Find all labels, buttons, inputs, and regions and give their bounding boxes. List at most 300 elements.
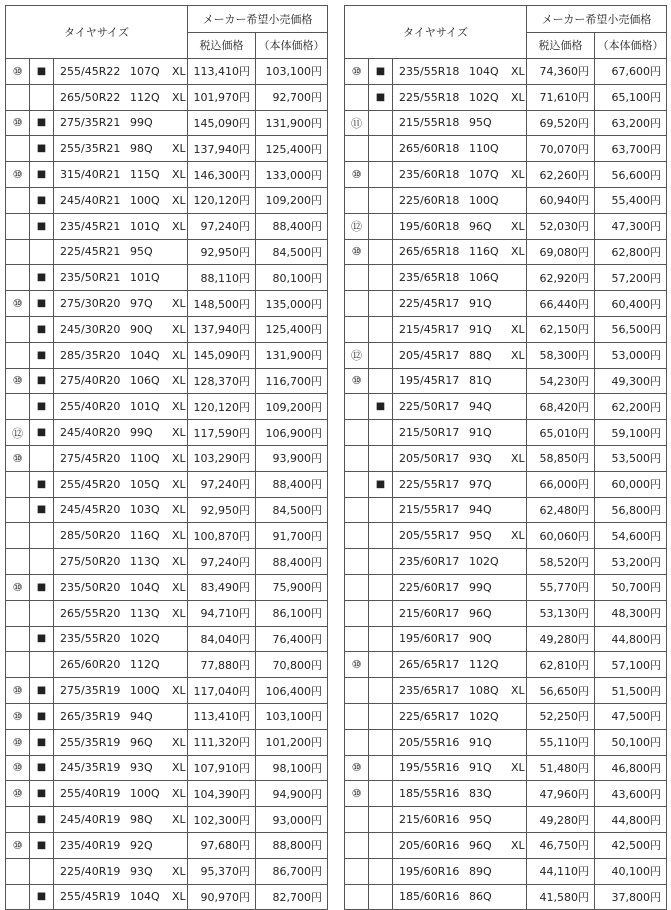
series-mark: ⑫ bbox=[345, 213, 369, 239]
tax-included-price bbox=[188, 626, 256, 652]
table-row bbox=[6, 110, 328, 136]
tire-size: 245/40R21 bbox=[60, 193, 121, 207]
base-price bbox=[595, 420, 667, 446]
load-index: 102Q bbox=[469, 709, 499, 723]
yen-unit: 円 bbox=[239, 426, 250, 440]
table-row bbox=[6, 626, 328, 652]
stock-square-icon bbox=[30, 549, 54, 575]
price-value: 102,300 bbox=[193, 813, 239, 827]
yen-unit: 円 bbox=[239, 736, 250, 750]
tax-included-price bbox=[527, 136, 595, 162]
stock-square-icon: ■ bbox=[30, 187, 54, 213]
base-price bbox=[256, 832, 328, 858]
base-price bbox=[256, 368, 328, 394]
yen-unit: 円 bbox=[578, 452, 589, 466]
series-mark bbox=[345, 84, 369, 110]
load-index: 108Q bbox=[469, 684, 499, 698]
load-index: 91Q bbox=[469, 735, 492, 749]
base-value: 88,400 bbox=[272, 220, 311, 234]
base-value: 53,500 bbox=[611, 452, 650, 466]
yen-unit: 円 bbox=[650, 658, 661, 672]
price-value: 52,030 bbox=[539, 220, 578, 234]
stock-square-icon: ■ bbox=[30, 265, 54, 291]
tire-size: 275/45R20 bbox=[60, 451, 121, 465]
tire-size-cell bbox=[54, 497, 188, 523]
yen-unit: 円 bbox=[311, 245, 322, 259]
series-mark bbox=[345, 729, 369, 755]
base-value: 43,600 bbox=[611, 787, 650, 801]
price-table-left-body bbox=[6, 59, 328, 910]
load-index: 100Q bbox=[469, 193, 499, 207]
stock-square-icon: ■ bbox=[30, 781, 54, 807]
price-value: 62,810 bbox=[539, 658, 578, 672]
tire-size: 235/55R18 bbox=[399, 64, 460, 78]
yen-unit: 円 bbox=[311, 323, 322, 337]
tire-size: 195/60R18 bbox=[399, 219, 460, 233]
yen-unit: 円 bbox=[239, 710, 250, 724]
xl-flag: XL bbox=[172, 426, 186, 440]
stock-square-icon bbox=[30, 84, 54, 110]
xl-flag: XL bbox=[172, 477, 186, 491]
tax-included-price bbox=[527, 342, 595, 368]
tax-included-price bbox=[188, 265, 256, 291]
series-mark: ⑩ bbox=[6, 291, 30, 317]
base-price bbox=[256, 342, 328, 368]
base-value: 59,100 bbox=[611, 426, 650, 440]
table-row bbox=[345, 291, 667, 317]
xl-flag: XL bbox=[172, 193, 186, 207]
base-value: 88,400 bbox=[272, 478, 311, 492]
stock-square-icon: ■ bbox=[369, 84, 393, 110]
series-mark bbox=[6, 316, 30, 342]
load-index: 107Q bbox=[130, 64, 160, 78]
tax-included-price bbox=[188, 523, 256, 549]
price-value: 97,240 bbox=[200, 220, 239, 234]
tire-size-cell bbox=[54, 703, 188, 729]
tire-size-cell bbox=[393, 368, 527, 394]
tire-size-cell bbox=[54, 162, 188, 188]
yen-unit: 円 bbox=[311, 142, 322, 156]
yen-unit: 円 bbox=[239, 658, 250, 672]
price-value: 120,120 bbox=[193, 194, 239, 208]
base-price bbox=[256, 678, 328, 704]
tire-size: 235/40R19 bbox=[60, 838, 121, 852]
yen-unit: 円 bbox=[650, 271, 661, 285]
price-value: 88,110 bbox=[200, 271, 239, 285]
tax-included-price bbox=[188, 239, 256, 265]
load-index: 81Q bbox=[469, 374, 492, 388]
table-row bbox=[345, 884, 667, 910]
table-row bbox=[6, 497, 328, 523]
series-mark bbox=[6, 600, 30, 626]
table-row bbox=[345, 342, 667, 368]
load-index: 104Q bbox=[130, 890, 160, 904]
base-value: 50,100 bbox=[611, 736, 650, 750]
base-price bbox=[256, 239, 328, 265]
load-index: 91Q bbox=[469, 297, 492, 311]
price-value: 128,370 bbox=[193, 374, 239, 388]
load-index: 97Q bbox=[469, 477, 492, 491]
tire-size-cell bbox=[393, 703, 527, 729]
xl-flag: XL bbox=[511, 451, 525, 465]
yen-unit: 円 bbox=[239, 787, 250, 801]
yen-unit: 円 bbox=[650, 529, 661, 543]
yen-unit: 円 bbox=[311, 684, 322, 698]
base-value: 131,900 bbox=[265, 116, 311, 130]
base-price bbox=[256, 858, 328, 884]
xl-flag: XL bbox=[172, 322, 186, 336]
stock-square-icon bbox=[369, 832, 393, 858]
stock-square-icon bbox=[369, 781, 393, 807]
price-table-left bbox=[5, 5, 328, 910]
yen-unit: 円 bbox=[578, 529, 589, 543]
base-value: 109,200 bbox=[265, 194, 311, 208]
stock-square-icon: ■ bbox=[30, 162, 54, 188]
yen-unit: 円 bbox=[650, 736, 661, 750]
tax-included-price bbox=[188, 574, 256, 600]
stock-square-icon bbox=[369, 316, 393, 342]
tire-size-cell bbox=[54, 832, 188, 858]
tire-size-cell bbox=[393, 497, 527, 523]
load-index: 110Q bbox=[130, 451, 160, 465]
tax-included-price bbox=[188, 600, 256, 626]
tax-included-price bbox=[527, 368, 595, 394]
tire-size: 195/60R17 bbox=[399, 632, 460, 646]
tire-size: 265/50R22 bbox=[60, 90, 121, 104]
load-index: 95Q bbox=[469, 529, 492, 543]
yen-unit: 円 bbox=[239, 478, 250, 492]
price-value: 103,290 bbox=[193, 452, 239, 466]
tax-included-price bbox=[527, 807, 595, 833]
tire-size: 265/60R20 bbox=[60, 658, 121, 672]
yen-unit: 円 bbox=[578, 116, 589, 130]
base-price-header: （本体価格） bbox=[256, 32, 328, 59]
yen-unit: 円 bbox=[311, 736, 322, 750]
base-value: 47,300 bbox=[611, 220, 650, 234]
price-value: 74,360 bbox=[539, 65, 578, 79]
tax-included-price bbox=[188, 84, 256, 110]
tire-size-cell bbox=[393, 213, 527, 239]
load-index: 96Q bbox=[469, 219, 492, 233]
yen-unit: 円 bbox=[311, 91, 322, 105]
yen-unit: 円 bbox=[578, 787, 589, 801]
yen-unit: 円 bbox=[578, 91, 589, 105]
yen-unit: 円 bbox=[239, 271, 250, 285]
tax-included-price bbox=[527, 678, 595, 704]
base-price bbox=[256, 574, 328, 600]
base-value: 131,900 bbox=[265, 349, 311, 363]
xl-flag: XL bbox=[172, 90, 186, 104]
series-mark: ⑩ bbox=[6, 110, 30, 136]
xl-flag: XL bbox=[511, 168, 525, 182]
series-mark bbox=[345, 265, 369, 291]
table-row bbox=[6, 600, 328, 626]
tire-size-cell bbox=[393, 729, 527, 755]
base-price bbox=[256, 187, 328, 213]
base-value: 84,500 bbox=[272, 245, 311, 259]
yen-unit: 円 bbox=[650, 194, 661, 208]
load-index: 96Q bbox=[469, 838, 492, 852]
yen-unit: 円 bbox=[311, 271, 322, 285]
load-index: 116Q bbox=[130, 529, 160, 543]
table-row bbox=[6, 187, 328, 213]
tax-included-price bbox=[527, 471, 595, 497]
base-value: 54,600 bbox=[611, 529, 650, 543]
base-price bbox=[595, 574, 667, 600]
base-value: 135,000 bbox=[265, 297, 311, 311]
tax-included-price bbox=[527, 497, 595, 523]
stock-square-icon: ■ bbox=[30, 420, 54, 446]
tax-included-price bbox=[188, 832, 256, 858]
load-index: 101Q bbox=[130, 219, 160, 233]
tax-included-price bbox=[527, 549, 595, 575]
load-index: 104Q bbox=[130, 580, 160, 594]
base-value: 55,400 bbox=[611, 194, 650, 208]
table-row bbox=[6, 342, 328, 368]
tire-size: 225/50R17 bbox=[399, 400, 460, 414]
base-value: 57,200 bbox=[611, 271, 650, 285]
price-value: 97,240 bbox=[200, 478, 239, 492]
yen-unit: 円 bbox=[311, 297, 322, 311]
yen-unit: 円 bbox=[311, 65, 322, 79]
price-table-right bbox=[344, 5, 667, 910]
tire-size-cell bbox=[393, 187, 527, 213]
tire-size: 255/35R21 bbox=[60, 142, 121, 156]
yen-unit: 円 bbox=[578, 400, 589, 414]
load-index: 93Q bbox=[130, 761, 153, 775]
yen-unit: 円 bbox=[311, 168, 322, 182]
yen-unit: 円 bbox=[578, 890, 589, 904]
tax-included-price bbox=[188, 368, 256, 394]
base-value: 80,100 bbox=[272, 271, 311, 285]
tax-included-price bbox=[527, 858, 595, 884]
yen-unit: 円 bbox=[578, 839, 589, 853]
load-index: 106Q bbox=[469, 271, 499, 285]
yen-unit: 円 bbox=[650, 890, 661, 904]
load-index: 96Q bbox=[469, 606, 492, 620]
tax-included-price bbox=[188, 471, 256, 497]
xl-flag: XL bbox=[511, 219, 525, 233]
yen-unit: 円 bbox=[650, 400, 661, 414]
price-value: 137,940 bbox=[193, 142, 239, 156]
tire-size-cell bbox=[54, 471, 188, 497]
stock-square-icon bbox=[369, 652, 393, 678]
table-row bbox=[345, 59, 667, 85]
base-value: 86,700 bbox=[272, 865, 311, 879]
base-price bbox=[595, 316, 667, 342]
tax-included-header: 税込価格 bbox=[188, 32, 256, 59]
yen-unit: 円 bbox=[239, 91, 250, 105]
base-price bbox=[595, 755, 667, 781]
tax-included-price bbox=[188, 703, 256, 729]
series-mark bbox=[6, 342, 30, 368]
xl-flag: XL bbox=[172, 864, 186, 878]
tax-included-price bbox=[527, 600, 595, 626]
tire-size-cell bbox=[54, 626, 188, 652]
tire-size: 195/60R16 bbox=[399, 864, 460, 878]
base-value: 60,000 bbox=[611, 478, 650, 492]
base-value: 65,100 bbox=[611, 91, 650, 105]
series-mark bbox=[345, 291, 369, 317]
tax-included-price bbox=[527, 291, 595, 317]
table-row bbox=[6, 832, 328, 858]
xl-flag: XL bbox=[172, 529, 186, 543]
tax-included-price bbox=[527, 781, 595, 807]
tire-size-cell bbox=[393, 832, 527, 858]
base-value: 91,700 bbox=[272, 529, 311, 543]
base-value: 86,100 bbox=[272, 607, 311, 621]
series-mark bbox=[6, 884, 30, 910]
table-row bbox=[6, 265, 328, 291]
xl-flag: XL bbox=[511, 838, 525, 852]
tax-included-price bbox=[188, 162, 256, 188]
tire-size: 235/65R17 bbox=[399, 684, 460, 698]
base-value: 56,500 bbox=[611, 323, 650, 337]
price-value: 68,420 bbox=[539, 400, 578, 414]
load-index: 97Q bbox=[130, 297, 153, 311]
table-row bbox=[6, 316, 328, 342]
base-value: 103,100 bbox=[265, 710, 311, 724]
yen-unit: 円 bbox=[650, 323, 661, 337]
series-mark bbox=[6, 858, 30, 884]
series-mark: ⑩ bbox=[6, 368, 30, 394]
xl-flag: XL bbox=[172, 348, 186, 362]
yen-unit: 円 bbox=[578, 245, 589, 259]
base-value: 116,700 bbox=[265, 374, 311, 388]
series-mark: ⑫ bbox=[345, 342, 369, 368]
load-index: 116Q bbox=[469, 245, 499, 259]
tax-included-price bbox=[188, 136, 256, 162]
tax-included-price bbox=[188, 678, 256, 704]
xl-flag: XL bbox=[172, 297, 186, 311]
tire-size-cell bbox=[54, 549, 188, 575]
price-value: 54,230 bbox=[539, 374, 578, 388]
table-row bbox=[6, 394, 328, 420]
price-value: 53,130 bbox=[539, 607, 578, 621]
stock-square-icon bbox=[369, 445, 393, 471]
series-mark bbox=[345, 471, 369, 497]
yen-unit: 円 bbox=[239, 245, 250, 259]
tax-included-price bbox=[527, 84, 595, 110]
tire-size-cell bbox=[393, 600, 527, 626]
series-mark bbox=[6, 807, 30, 833]
load-index: 100Q bbox=[130, 684, 160, 698]
yen-unit: 円 bbox=[311, 813, 322, 827]
load-index: 107Q bbox=[469, 168, 499, 182]
xl-flag: XL bbox=[172, 761, 186, 775]
price-value: 49,280 bbox=[539, 813, 578, 827]
series-mark bbox=[345, 884, 369, 910]
base-price bbox=[256, 394, 328, 420]
tire-size-cell bbox=[54, 523, 188, 549]
tire-size: 195/55R16 bbox=[399, 761, 460, 775]
tire-size: 225/40R19 bbox=[60, 864, 121, 878]
load-index: 98Q bbox=[130, 142, 153, 156]
yen-unit: 円 bbox=[578, 194, 589, 208]
load-index: 96Q bbox=[130, 735, 153, 749]
price-value: 58,850 bbox=[539, 452, 578, 466]
yen-unit: 円 bbox=[650, 555, 661, 569]
base-value: 51,500 bbox=[611, 684, 650, 698]
xl-flag: XL bbox=[172, 451, 186, 465]
tax-included-price bbox=[188, 858, 256, 884]
tire-size-cell bbox=[54, 239, 188, 265]
price-value: 58,520 bbox=[539, 555, 578, 569]
tire-size-cell bbox=[393, 136, 527, 162]
tax-included-price bbox=[527, 316, 595, 342]
series-mark bbox=[6, 626, 30, 652]
tax-included-price bbox=[527, 574, 595, 600]
tax-included-price bbox=[188, 187, 256, 213]
table-row bbox=[6, 678, 328, 704]
base-value: 44,800 bbox=[611, 632, 650, 646]
tax-included-price bbox=[527, 626, 595, 652]
xl-flag: XL bbox=[511, 322, 525, 336]
tire-size-cell bbox=[54, 858, 188, 884]
base-price bbox=[595, 110, 667, 136]
tire-size-cell bbox=[54, 110, 188, 136]
tire-size-cell bbox=[54, 342, 188, 368]
tire-size: 205/45R17 bbox=[399, 348, 460, 362]
tire-size-cell bbox=[54, 291, 188, 317]
stock-square-icon: ■ bbox=[369, 59, 393, 85]
tire-size-cell bbox=[393, 239, 527, 265]
table-row bbox=[345, 600, 667, 626]
price-value: 60,060 bbox=[539, 529, 578, 543]
tax-included-header: 税込価格 bbox=[527, 32, 595, 59]
load-index: 95Q bbox=[469, 116, 492, 130]
table-row bbox=[6, 652, 328, 678]
yen-unit: 円 bbox=[650, 452, 661, 466]
tire-size: 285/50R20 bbox=[60, 529, 121, 543]
yen-unit: 円 bbox=[650, 116, 661, 130]
stock-square-icon: ■ bbox=[30, 291, 54, 317]
load-index: 106Q bbox=[130, 374, 160, 388]
series-mark bbox=[6, 471, 30, 497]
load-index: 93Q bbox=[130, 864, 153, 878]
base-price bbox=[595, 136, 667, 162]
tire-size: 205/55R16 bbox=[399, 735, 460, 749]
xl-flag: XL bbox=[172, 142, 186, 156]
yen-unit: 円 bbox=[239, 297, 250, 311]
base-price bbox=[595, 523, 667, 549]
yen-unit: 円 bbox=[578, 761, 589, 775]
stock-square-icon: ■ bbox=[30, 368, 54, 394]
tire-size-cell bbox=[393, 265, 527, 291]
yen-unit: 円 bbox=[650, 91, 661, 105]
price-value: 104,390 bbox=[193, 787, 239, 801]
tax-included-price bbox=[527, 239, 595, 265]
price-value: 62,260 bbox=[539, 168, 578, 182]
yen-unit: 円 bbox=[578, 374, 589, 388]
tax-included-price bbox=[188, 291, 256, 317]
tire-size: 235/50R21 bbox=[60, 271, 121, 285]
yen-unit: 円 bbox=[650, 245, 661, 259]
base-price bbox=[595, 239, 667, 265]
yen-unit: 円 bbox=[239, 194, 250, 208]
tire-size-cell bbox=[393, 291, 527, 317]
base-price bbox=[256, 600, 328, 626]
tire-size-cell bbox=[393, 858, 527, 884]
series-mark bbox=[345, 858, 369, 884]
load-index: 103Q bbox=[130, 503, 160, 517]
price-value: 58,300 bbox=[539, 349, 578, 363]
tire-size: 215/60R17 bbox=[399, 606, 460, 620]
yen-unit: 円 bbox=[650, 426, 661, 440]
tire-size-cell bbox=[393, 110, 527, 136]
load-index: 110Q bbox=[469, 142, 499, 156]
base-price bbox=[256, 626, 328, 652]
